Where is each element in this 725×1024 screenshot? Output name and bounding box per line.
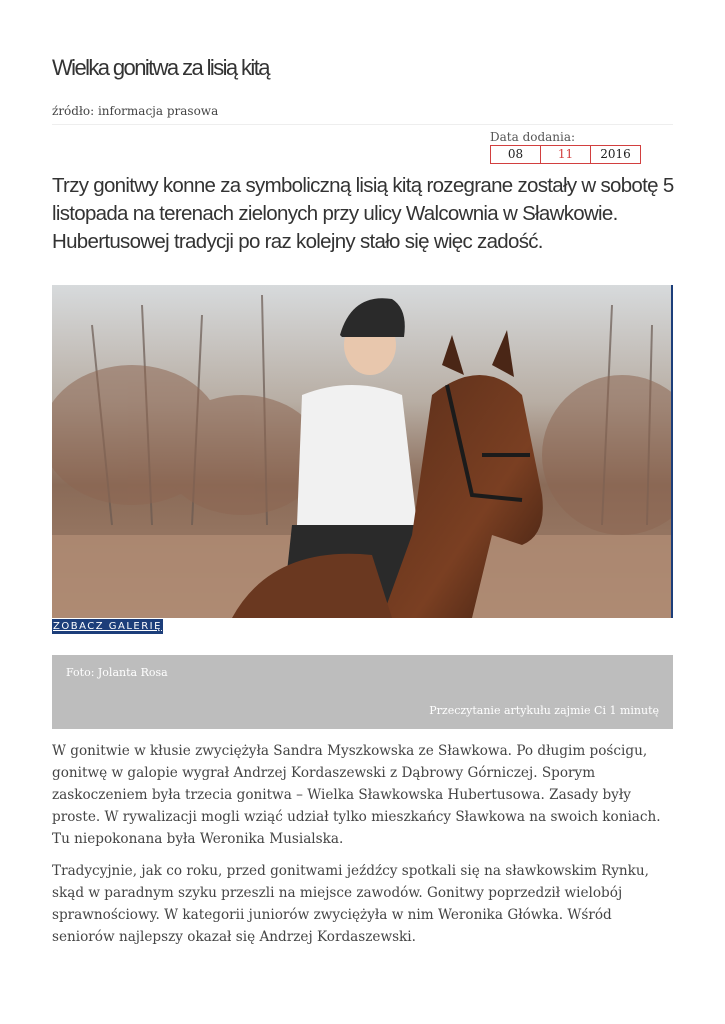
read-time: Przeczytanie artykułu zajmie Ci 1 minutę	[429, 704, 659, 717]
date-label: Data dodania:	[490, 130, 576, 144]
divider	[52, 124, 673, 125]
article-photo[interactable]	[52, 285, 673, 618]
gallery-link[interactable]: ZOBACZ GALERIĘ	[53, 621, 162, 632]
date-month: 11	[540, 145, 591, 164]
article-lead: Trzy gonitwy konne za symboliczną lisią kitą rozegrane zostały w sobotę 5 listopada na terenach zielonych przy ulicy Walcownia w Sławkowie. Hubertusowej tradycji po raz kolejny stało się więc zadość.	[52, 174, 674, 253]
article-paragraph: Tradycyjnie, jak co roku, przed gonitwami jeźdźcy spotkali się na sławkowskim Rynku, skąd w paradnym szyku przeszli na miejsce zawodów. Gonitwy poprzedził wielobój sprawnościowy. W kategorii juniorów zwyciężyła w nim Weronika Główka. Wśród seniorów najlepszy okazał się Andrzej Kordaszewski.	[52, 863, 649, 945]
rider-on-horse-image	[52, 285, 673, 618]
photo-credit: Foto: Jolanta Rosa	[66, 666, 168, 679]
article-title: Wielka gonitwa za lisią kitą	[52, 55, 269, 80]
date-year: 2016	[590, 145, 641, 164]
article-source: źródło: informacja prasowa	[52, 104, 219, 118]
photo-caption	[52, 655, 673, 729]
article-paragraph: W gonitwie w kłusie zwyciężyła Sandra Myszkowska ze Sławkowa. Po długim pościgu, gonitwę w galopie wygrał Andrzej Kordaszewski z Dąbrowy Górniczej. Sporym zaskoczeniem była trzecia gonitwa – Wielka Sławkowska Hubertusowa. Zasady były proste. W rywalizacji mogli wziąć udział tylko mieszkańcy Sławkowa na swoich koniach. Tu niepokonana była Weronika Musialska.	[52, 743, 661, 847]
date-day: 08	[490, 145, 541, 164]
date-added	[490, 145, 640, 164]
